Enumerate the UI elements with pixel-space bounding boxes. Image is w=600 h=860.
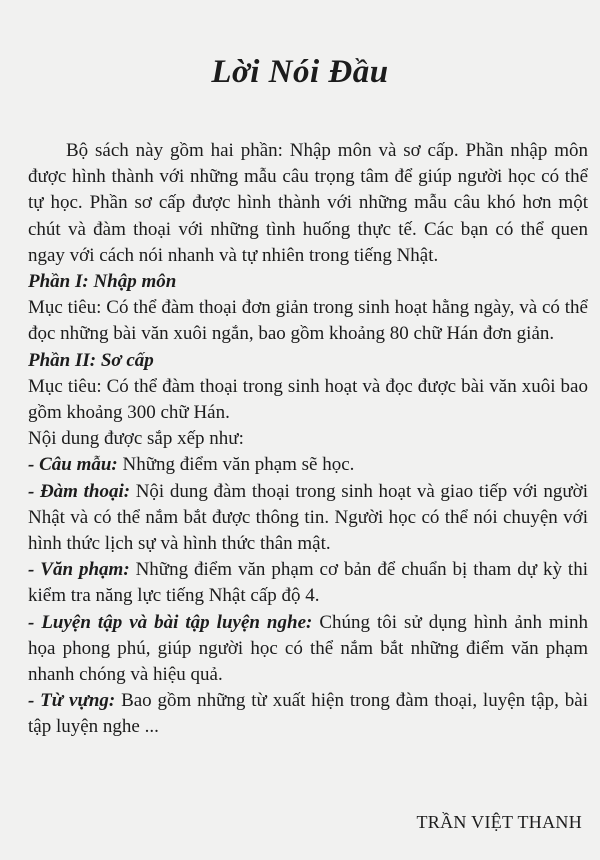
part2-heading: Phần II: Sơ cấp (28, 349, 154, 371)
item-text: Chúng tôi sử dụng hình ảnh minh họa phong phú, giúp người học có thể nắm bắt những điểm văn phạm nhanh chóng và hiệu quả. (28, 611, 588, 686)
item-text: Những điểm văn phạm sẽ học. (117, 454, 355, 476)
page-title: Lời Nói Đầu (211, 54, 389, 90)
author-signature: TRẦN VIỆT THANH (416, 812, 582, 832)
list-item (28, 610, 588, 689)
item-label: - Từ vựng: (28, 690, 116, 712)
document-body (28, 138, 588, 741)
content-intro: Nội dung được sắp xếp như: (28, 428, 244, 450)
item-label: - Câu mẫu: (28, 454, 118, 476)
item-label: - Đàm thoại: (28, 480, 131, 502)
list-item (28, 688, 588, 740)
part2-goal: Mục tiêu: Có thể đàm thoại trong sinh hoạt và đọc được bài văn xuôi bao gồm khoảng 300 chữ Hán. (28, 375, 588, 424)
item-text: Nội dung đàm thoại trong sinh hoạt và giao tiếp với người Nhật và có thể nắm bắt được thông tin. Người học có thể nói chuyện với hình thức lịch sự và hình thức thân mật. (28, 480, 589, 555)
list-item (28, 479, 588, 558)
item-text: Những điểm văn phạm cơ bản để chuẩn bị tham dự kỳ thi kiểm tra năng lực tiếng Nhật cấp độ 4. (28, 559, 588, 607)
item-label: - Văn phạm: (28, 559, 130, 581)
list-item (28, 452, 588, 478)
item-label: - Luyện tập và bài tập luyện nghe: (28, 611, 313, 633)
item-text: Bao gồm những từ xuất hiện trong đàm thoại, luyện tập, bài tập luyện nghe ... (28, 690, 588, 738)
part1-heading: Phần I: Nhập môn (28, 271, 177, 293)
list-item (28, 557, 588, 609)
part1-goal: Mục tiêu: Có thể đàm thoại đơn giản trong sinh hoạt hằng ngày, và có thể đọc những bài văn xuôi ngắn, bao gồm khoảng 80 chữ Hán đơn giản. (28, 297, 588, 345)
intro-paragraph: Bộ sách này gồm hai phần: Nhập môn và sơ cấp. Phần nhập môn được hình thành với những mẫu câu trọng tâm để giúp người học có thể tự học. Phần sơ cấp được hình thành với những mẫu câu khó hơn một chút và đàm thoại với những tình huống thực tế. Các bạn có thể quen ngay với cách nói nhanh và tự nhiên trong tiếng Nhật. (28, 140, 588, 266)
